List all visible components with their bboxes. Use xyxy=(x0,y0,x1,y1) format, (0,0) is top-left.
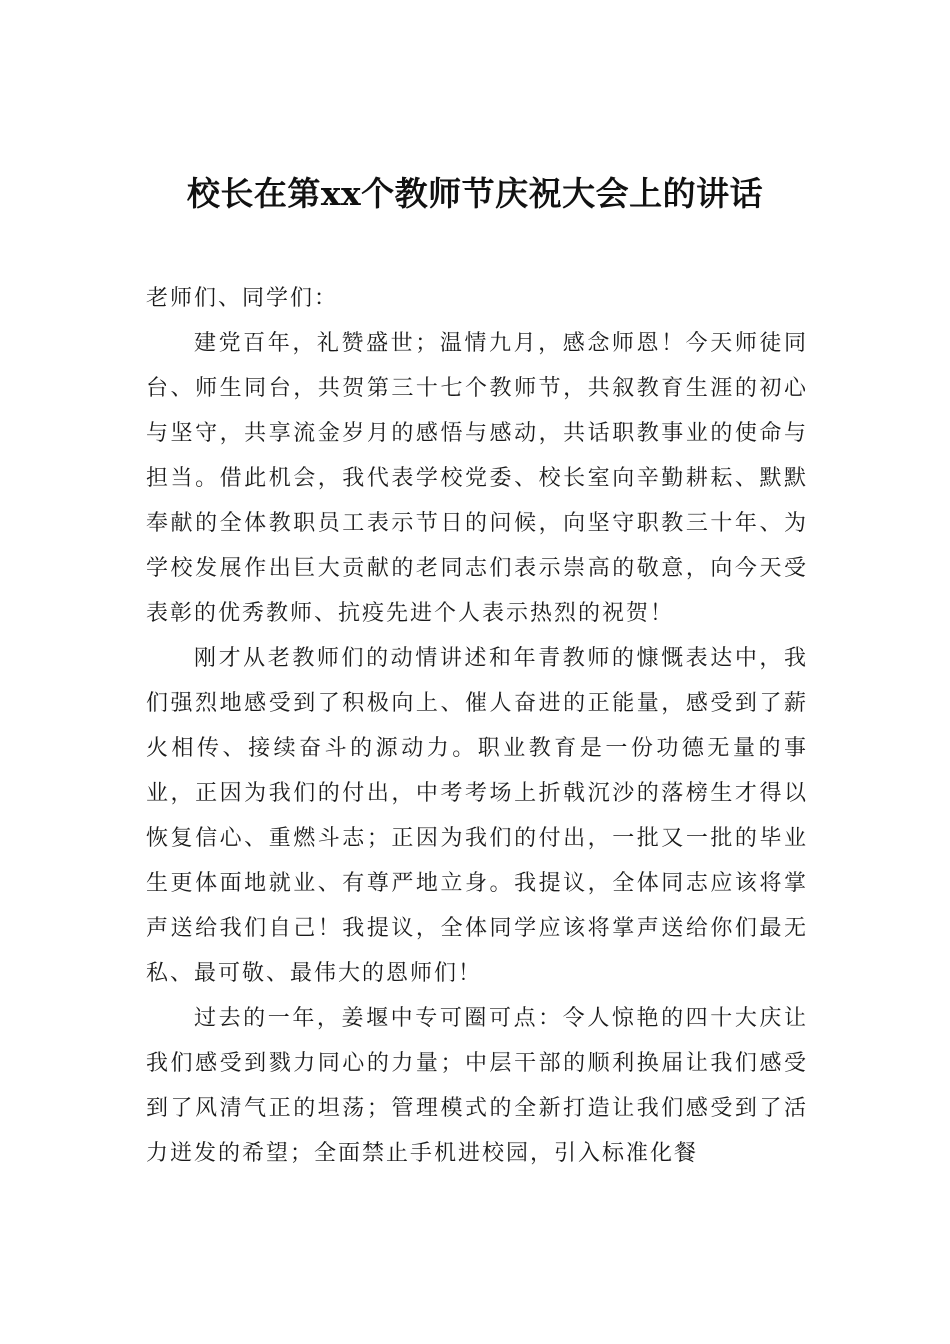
paragraph-1: 建党百年，礼赞盛世；温情九月，感念师恩！今天师徒同台、师生同台，共贺第三十七个教师节，共叙教育生涯的初心与坚守，共享流金岁月的感悟与感动，共话职教事业的使命与担当。借此机会，我代表学校党委、校长室向辛勤耕耘、默默奉献的全体教职员工表示节日的问候，向坚守职教三十年、为学校发展作出巨大贡献的老同志们表示崇高的敬意，向今天受表彰的优秀教师、抗疫先进个人表示热烈的祝贺！ xyxy=(146,331,808,626)
document-title: 校长在第xx个教师节庆祝大会上的讲话 xyxy=(186,174,764,213)
paragraph-3: 过去的一年，姜堰中专可圈可点：令人惊艳的四十大庆让我们感受到戮力同心的力量；中层干部的顺利换届让我们感受到了风清气正的坦荡；管理模式的全新打造让我们感受到了活力迸发的希望；全面禁止手机进校园，引入标准化餐 xyxy=(146,1006,808,1166)
document-body xyxy=(146,276,808,1176)
salutation: 老师们、同学们： xyxy=(146,286,339,311)
paragraph-2: 刚才从老教师们的动情讲述和年青教师的慷慨表达中，我们强烈地感受到了积极向上、催人奋进的正能量，感受到了薪火相传、接续奋斗的源动力。职业教育是一份功德无量的事业，正因为我们的付出，中考考场上折戟沉沙的落榜生才得以恢复信心、重燃斗志；正因为我们的付出，一批又一批的毕业生更体面地就业、有尊严地立身。我提议，全体同志应该将掌声送给我们自己！我提议，全体同学应该将掌声送给你们最无私、最可敬、最伟大的恩师们！ xyxy=(146,646,808,986)
